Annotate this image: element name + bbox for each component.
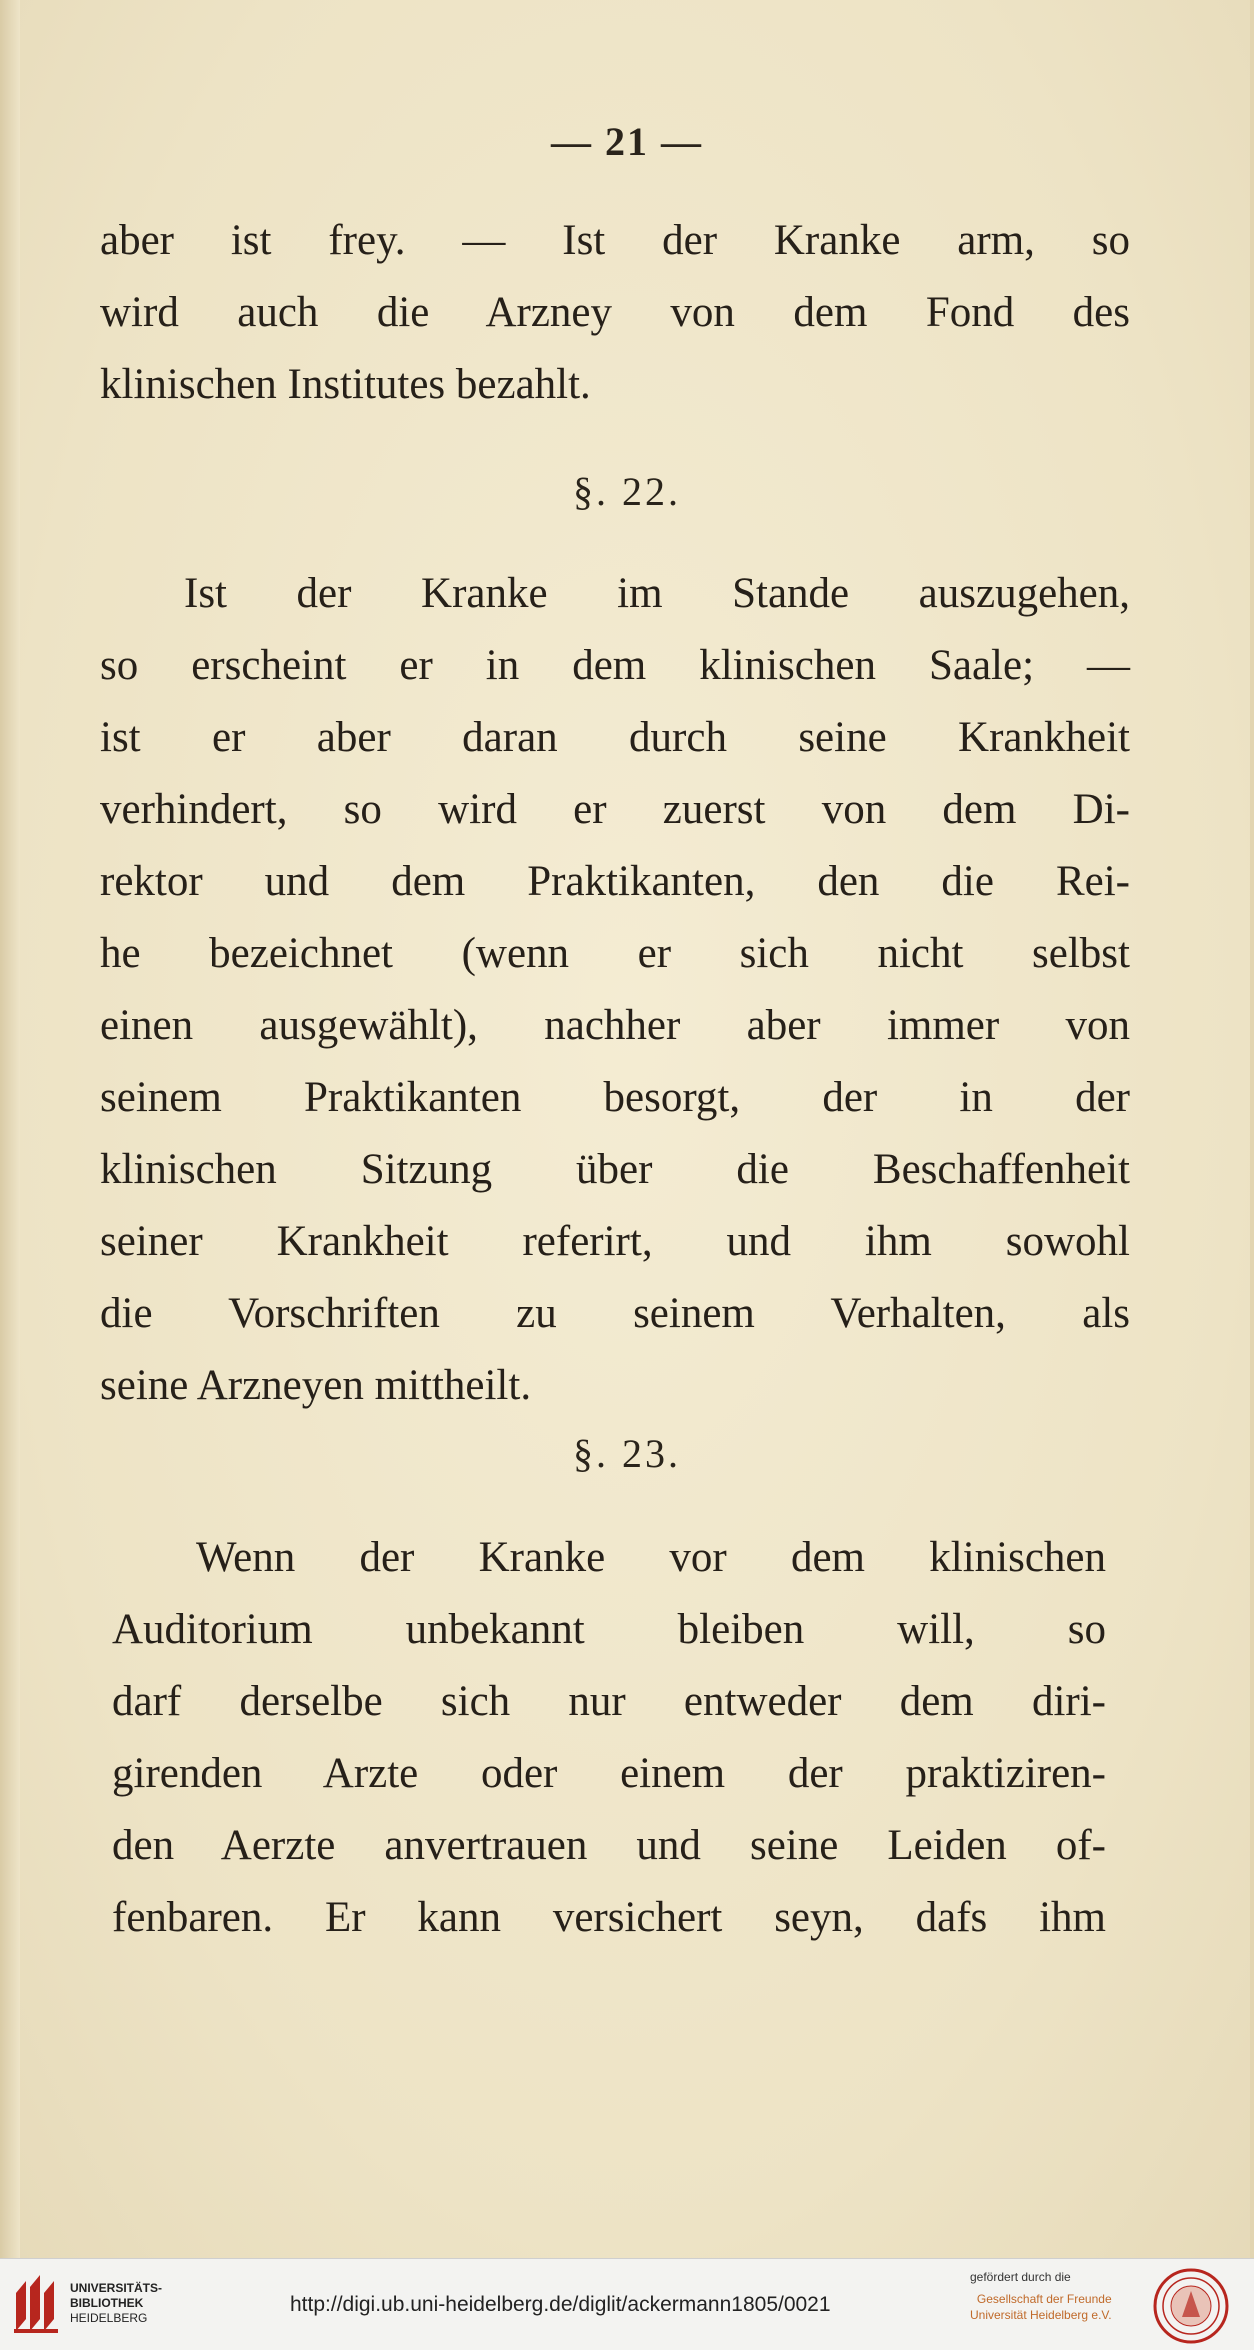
text-line: rektor und dem Praktikanten, den die Rei- [100,858,1130,905]
text-line: den Aerzte anvertrauen und seine Leiden of- [112,1822,1106,1869]
sponsor-org: Gesellschaft der Freunde [976,2292,1112,2306]
library-line: UNIVERSITÄTS- [70,2281,163,2295]
university-seal-icon [1152,2267,1230,2345]
text-line: Ist der Kranke im Stande auszugehen, [184,570,1130,617]
text-line: girenden Arzte oder einem der praktiziren- [112,1750,1106,1797]
library-line: BIBLIOTHEK [70,2296,144,2310]
section-23-paragraph [112,1522,1106,1954]
sponsor-by: gefördert durch die [970,2270,1071,2284]
top-paragraph [100,205,1130,421]
text-line: wird auch die Arzney von dem Fond des [100,289,1130,336]
section-heading-22: §. 22. [573,469,681,514]
text-line: darf derselbe sich nur entweder dem diri- [112,1678,1106,1725]
section-22-paragraph [100,558,1130,1422]
text-line: verhindert, so wird er zuerst von dem Di- [100,786,1130,833]
text-line: so erscheint er in dem klinischen Saale; — [100,642,1130,689]
text-line: Wenn der Kranke vor dem klinischen [196,1534,1106,1581]
sponsor-credit [970,2269,1112,2323]
library-line: HEIDELBERG [70,2311,148,2325]
section-heading-23: §. 23. [573,1431,681,1476]
text-line: he bezeichnet (wenn er sich nicht selbst [100,930,1130,977]
page-number: — 21 — [551,119,703,164]
text-line: klinischen Institutes bezahlt. [100,361,591,408]
text-line: die Vorschriften zu seinem Verhalten, als [100,1290,1130,1337]
text-line: aber ist frey. — Ist der Kranke arm, so [100,217,1130,264]
text-line: seine Arzneyen mittheilt. [100,1362,532,1409]
text-line: fenbaren. Er kann versichert seyn, dafs ihm [112,1894,1106,1941]
text-line: einen ausgewählt), nachher aber immer von [100,1002,1130,1049]
text-line: seiner Krankheit referirt, und ihm sowohl [100,1218,1130,1265]
library-name [70,2281,162,2326]
text-line: Auditorium unbekannt bleiben will, so [112,1606,1106,1653]
text-line: klinischen Sitzung über die Beschaffenheit [100,1146,1130,1193]
sponsor-org: Universität Heidelberg e.V. [970,2308,1112,2322]
digitization-footer [0,2258,1254,2350]
text-line: ist er aber daran durch seine Krankheit [100,714,1130,761]
text-line: seinem Praktikanten besorgt, der in der [100,1074,1130,1121]
permalink-url[interactable]: http://digi.ub.uni-heidelberg.de/diglit/ackermann1805/0021 [290,2293,831,2316]
page-edge [0,0,20,2258]
library-logo-icon [12,2273,64,2335]
